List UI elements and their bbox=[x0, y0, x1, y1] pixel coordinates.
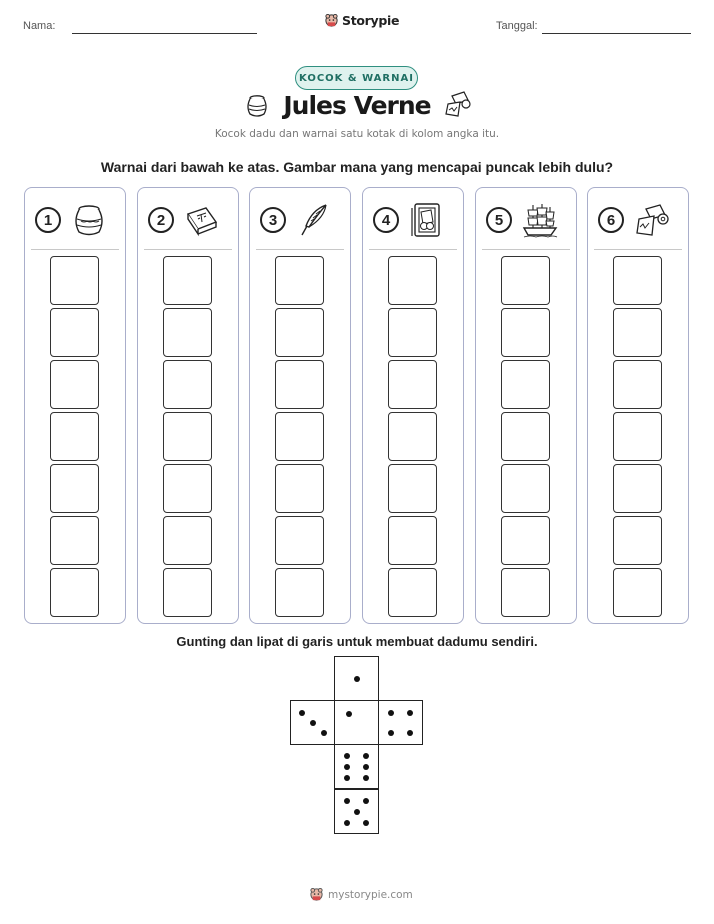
color-box[interactable] bbox=[613, 256, 662, 305]
color-box[interactable] bbox=[163, 464, 212, 513]
dice-column-1 bbox=[24, 187, 126, 624]
column-header bbox=[260, 202, 340, 238]
color-box[interactable] bbox=[388, 360, 437, 409]
die-pip bbox=[363, 798, 369, 804]
cut-instruction: Gunting dan lipat di garis untuk membuat dadumu sendiri. bbox=[176, 634, 538, 649]
column-divider bbox=[256, 249, 344, 250]
die-pip bbox=[310, 720, 316, 726]
page-title: Jules Verne bbox=[283, 91, 431, 120]
die-pip bbox=[407, 710, 413, 716]
color-box[interactable] bbox=[275, 412, 324, 461]
storypie-mascot-icon bbox=[309, 887, 324, 902]
die-pip bbox=[344, 798, 350, 804]
die-pip bbox=[344, 764, 350, 770]
color-box[interactable] bbox=[163, 516, 212, 565]
die-pip bbox=[354, 676, 360, 682]
column-divider bbox=[482, 249, 570, 250]
column-number: 6 bbox=[598, 207, 624, 233]
column-number: 5 bbox=[486, 207, 512, 233]
column-number: 1 bbox=[35, 207, 61, 233]
dice-column-5 bbox=[475, 187, 577, 624]
column-number: 2 bbox=[148, 207, 174, 233]
brand-name: Storypie bbox=[342, 13, 400, 28]
color-box[interactable] bbox=[163, 360, 212, 409]
column-header bbox=[486, 202, 566, 238]
color-box[interactable] bbox=[501, 516, 550, 565]
column-header bbox=[373, 202, 453, 238]
color-box[interactable] bbox=[275, 516, 324, 565]
column-header bbox=[148, 202, 228, 238]
color-box[interactable] bbox=[163, 308, 212, 357]
date-line[interactable] bbox=[542, 33, 691, 34]
die-pip bbox=[299, 710, 305, 716]
column-divider bbox=[369, 249, 457, 250]
die-pip bbox=[344, 820, 350, 826]
column-number: 4 bbox=[373, 207, 399, 233]
color-box[interactable] bbox=[163, 256, 212, 305]
color-box[interactable] bbox=[613, 516, 662, 565]
color-box[interactable] bbox=[501, 360, 550, 409]
color-box[interactable] bbox=[388, 308, 437, 357]
color-box[interactable] bbox=[501, 256, 550, 305]
color-box[interactable] bbox=[275, 464, 324, 513]
color-box[interactable] bbox=[50, 412, 99, 461]
color-box[interactable] bbox=[275, 308, 324, 357]
color-box[interactable] bbox=[388, 568, 437, 617]
die-pip bbox=[321, 730, 327, 736]
column-divider bbox=[594, 249, 682, 250]
die-face-3 bbox=[290, 700, 335, 745]
storypie-mascot-icon bbox=[324, 13, 339, 28]
activity-badge: KOCOK & WARNAI bbox=[295, 66, 418, 90]
brand-logo bbox=[324, 13, 399, 28]
color-box[interactable] bbox=[50, 568, 99, 617]
die-face-1 bbox=[334, 656, 379, 701]
color-box[interactable] bbox=[388, 256, 437, 305]
color-box[interactable] bbox=[613, 308, 662, 357]
color-box[interactable] bbox=[501, 412, 550, 461]
name-label: Nama: bbox=[23, 20, 56, 32]
footer-url[interactable]: mystorypie.com bbox=[328, 888, 413, 901]
die-pip bbox=[388, 730, 394, 736]
telegraph-icon bbox=[634, 202, 670, 238]
color-box[interactable] bbox=[50, 464, 99, 513]
pot-icon bbox=[71, 202, 107, 238]
quill-icon bbox=[296, 202, 332, 238]
color-box[interactable] bbox=[275, 360, 324, 409]
column-divider bbox=[31, 249, 119, 250]
die-pip bbox=[363, 775, 369, 781]
color-box[interactable] bbox=[501, 308, 550, 357]
theater-book-icon bbox=[409, 202, 445, 238]
color-box[interactable] bbox=[50, 516, 99, 565]
subtitle: Kocok dadu dan warnai satu kotak di kolom angka itu. bbox=[214, 128, 500, 140]
die-pip bbox=[344, 753, 350, 759]
color-box[interactable] bbox=[613, 412, 662, 461]
name-line[interactable] bbox=[72, 33, 257, 34]
color-box[interactable] bbox=[50, 308, 99, 357]
color-box[interactable] bbox=[613, 360, 662, 409]
footer bbox=[309, 887, 413, 902]
die-face-6 bbox=[334, 744, 379, 789]
color-box[interactable] bbox=[163, 412, 212, 461]
color-box[interactable] bbox=[388, 464, 437, 513]
color-box[interactable] bbox=[275, 256, 324, 305]
die-pip bbox=[363, 764, 369, 770]
die-pip bbox=[407, 730, 413, 736]
die-pip bbox=[346, 711, 352, 717]
die-face-4 bbox=[378, 700, 423, 745]
color-box[interactable] bbox=[613, 464, 662, 513]
die-pip bbox=[344, 775, 350, 781]
ship-icon bbox=[522, 202, 558, 238]
dice-column-6 bbox=[587, 187, 689, 624]
color-box[interactable] bbox=[613, 568, 662, 617]
die-pip bbox=[388, 710, 394, 716]
column-header bbox=[35, 202, 115, 238]
color-box[interactable] bbox=[50, 256, 99, 305]
column-number: 3 bbox=[260, 207, 286, 233]
color-box[interactable] bbox=[50, 360, 99, 409]
color-box[interactable] bbox=[275, 568, 324, 617]
dice-column-2 bbox=[137, 187, 239, 624]
die-face-1 bbox=[334, 700, 379, 745]
column-header bbox=[598, 202, 678, 238]
die-pip bbox=[363, 820, 369, 826]
die-pip bbox=[354, 809, 360, 815]
color-box[interactable] bbox=[501, 568, 550, 617]
color-box[interactable] bbox=[388, 412, 437, 461]
date-label: Tanggal: bbox=[496, 20, 538, 32]
telegraph-icon bbox=[444, 90, 472, 120]
coloring-instruction: Warnai dari bawah ke atas. Gambar mana yang mencapai puncak lebih dulu? bbox=[100, 159, 614, 175]
column-divider bbox=[144, 249, 232, 250]
dice-column-4 bbox=[362, 187, 464, 624]
color-box[interactable] bbox=[501, 464, 550, 513]
color-box[interactable] bbox=[388, 516, 437, 565]
dice-column-3 bbox=[249, 187, 351, 624]
law-book-icon bbox=[184, 202, 220, 238]
die-pip bbox=[363, 753, 369, 759]
color-box[interactable] bbox=[163, 568, 212, 617]
die-face-5 bbox=[334, 789, 379, 834]
